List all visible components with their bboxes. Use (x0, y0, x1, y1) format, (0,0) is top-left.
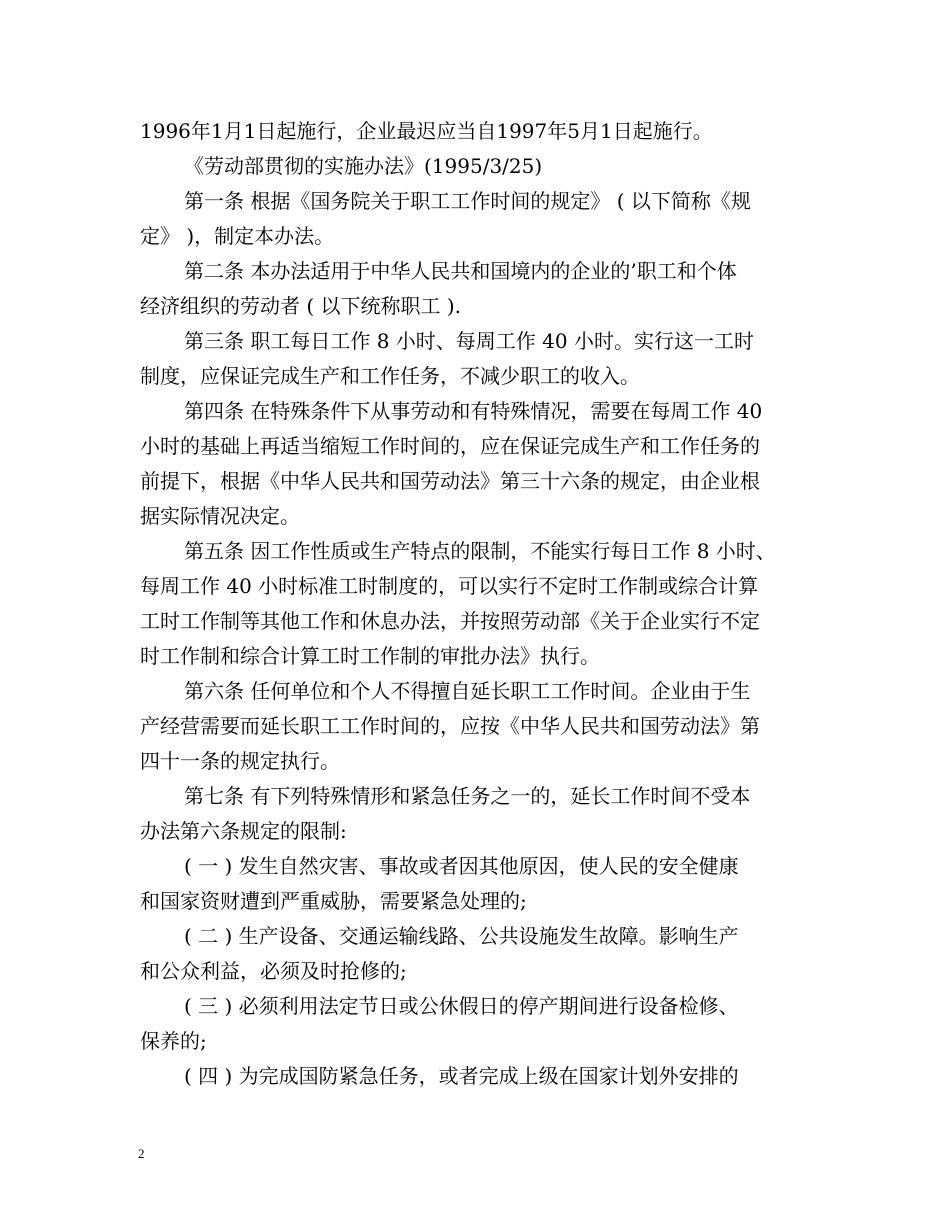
text-line: 定》 )，制定本办法。 (140, 224, 335, 248)
text-line: 1996年1月1日起施行，企业最迟应当自1997年5月1日起施行。 (140, 119, 713, 143)
text-line: 据实际情况决定。 (140, 504, 300, 528)
text-line: 产经营需要而延长职工工作时间的，应按《中华人民共和国劳动法》第 (140, 714, 760, 738)
text-line: 经济组织的劳动者 ( 以下统称职工 ). (140, 294, 462, 318)
text-line: 第三条 职工每日工作 8 小时、每周工作 40 小时。实行这一工时 (184, 329, 754, 353)
page-number: 2 (138, 1146, 145, 1161)
text-line: 和公众利益，必须及时抢修的; (140, 959, 407, 983)
text-line: ( 三 ) 必须利用法定节日或公休假日的停产期间进行设备检修、 (184, 994, 739, 1018)
document-body (140, 114, 812, 1094)
text-line: 第四条 在特殊条件下从事劳动和有特殊情况，需要在每周工作 40 (184, 399, 763, 423)
text-line: 和国家资财遭到严重威胁，需要紧急处理的; (140, 889, 527, 913)
text-line: ( 一 ) 发生自然灾害、事故或者因其他原因，使人民的安全健康 (184, 854, 739, 878)
text-line: 保养的; (140, 1029, 207, 1053)
text-line: 第七条 有下列特殊情形和紧急任务之一的，延长工作时间不受本 (184, 784, 751, 808)
text-line: 第六条 任何单位和个人不得擅自延长职工工作时间。企业由于生 (184, 679, 751, 703)
text-line: ( 二 ) 生产设备、交通运输线路、公共设施发生故障。影响生产 (184, 924, 739, 948)
text-line: 工时工作制等其他工作和休息办法，并按照劳动部《关于企业实行不定 (140, 609, 760, 633)
text-line: 小时的基础上再适当缩短工作时间的，应在保证完成生产和工作任务的 (140, 434, 760, 458)
text-line: 前提下，根据《中华人民共和国劳动法》第三十六条的规定，由企业根 (140, 469, 760, 493)
text-line: 第二条 本办法适用于中华人民共和国境内的企业的’职工和个体 (184, 259, 737, 283)
text-line: 每周工作 40 小时标准工时制度的，可以实行不定时工作制或综合计算 (140, 574, 759, 598)
text-line: 制度，应保证完成生产和工作任务，不减少职工的收入。 (140, 364, 640, 388)
text-line: 时工作制和综合计算工时工作制的审批办法》执行。 (140, 644, 600, 668)
text-line: 第五条 因工作性质或生产特点的限制，不能实行每日工作 8 小时、 (184, 539, 776, 563)
text-line: 《劳动部贯彻的实施办法》(1995/3/25) (184, 154, 543, 178)
text-line: ( 四 ) 为完成国防紧急任务，或者完成上级在国家计划外安排的 (184, 1064, 739, 1088)
text-line: 办法第六条规定的限制: (140, 819, 347, 843)
text-line: 第一条 根据《国务院关于职工工作时间的规定》 ( 以下简称《规 (184, 189, 751, 213)
text-line: 四十一条的规定执行。 (140, 749, 340, 773)
